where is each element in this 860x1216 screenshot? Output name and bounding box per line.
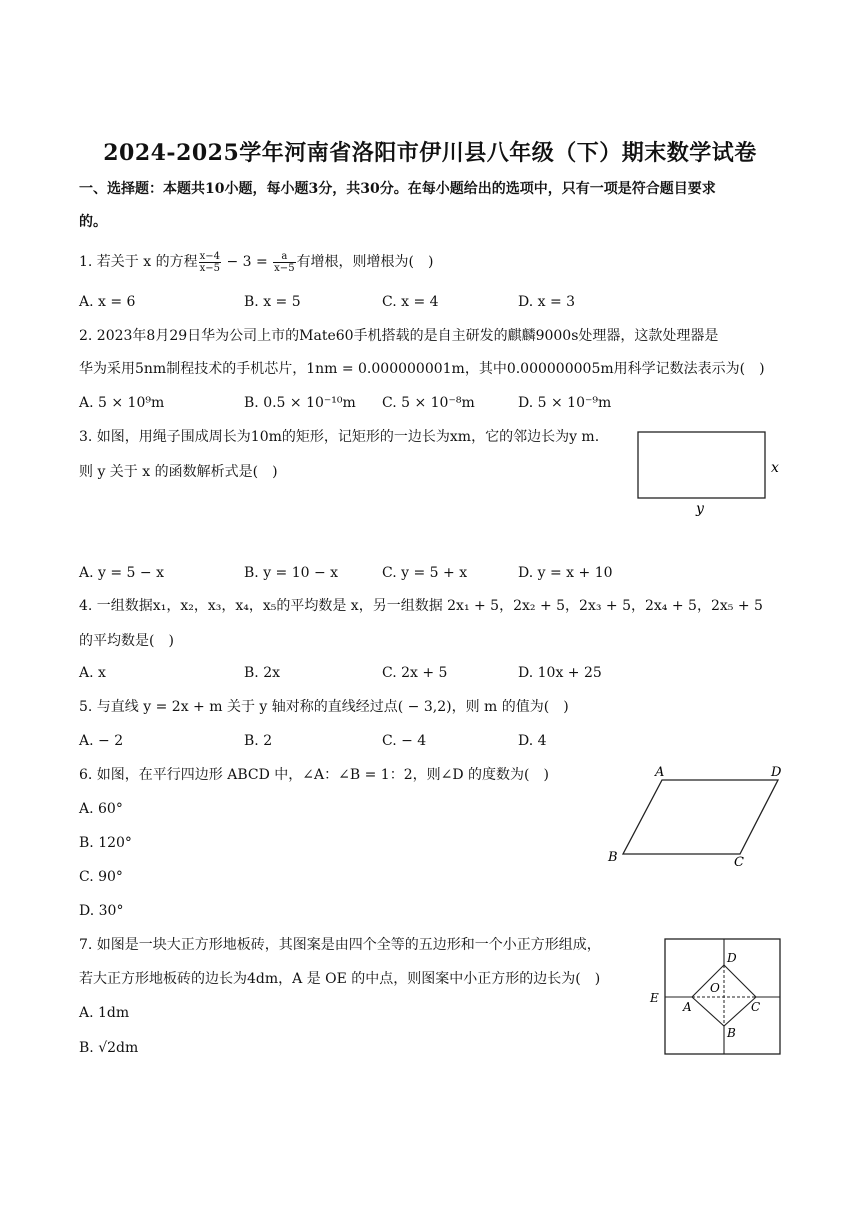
q6-fig-label-a: A — [655, 765, 665, 780]
q2-option-d[interactable]: D. 5 × 10⁻⁹m — [518, 395, 612, 411]
section-heading-line2: 的。 — [79, 214, 107, 230]
q4-line2: 的平均数是( ) — [79, 633, 174, 649]
q1-frac2-den: x−5 — [274, 262, 295, 274]
q6-fig-label-c: C — [734, 855, 744, 870]
q6-option-c[interactable]: C. 90° — [79, 869, 123, 885]
q1-pre: 1. 若关于 x 的方程 — [79, 254, 198, 270]
q2-option-c[interactable]: C. 5 × 10⁻⁸m — [382, 395, 475, 411]
q7-line1: 7. 如图是一块大正方形地板砖，其图案是由四个全等的五边形和一个小正方形组成， — [79, 937, 601, 953]
q5-option-c[interactable]: C. − 4 — [382, 733, 427, 749]
q7-tile-figure — [645, 934, 790, 1060]
q4-option-a[interactable]: A. x — [79, 665, 106, 681]
q6-fig-label-b: B — [608, 850, 618, 865]
q5-option-b[interactable]: B. 2 — [244, 733, 273, 749]
q7-option-a[interactable]: A. 1dm — [79, 1005, 130, 1021]
q3-line2: 则 y 关于 x 的函数解析式是( ) — [79, 464, 278, 480]
q3-fig-label-y: y — [696, 501, 704, 517]
q7-fig-label-a: A — [683, 1000, 692, 1014]
q1-mid: − 3 = — [222, 254, 273, 270]
q1-frac2-num: a — [273, 251, 295, 263]
q2-option-b[interactable]: B. 0.5 × 10⁻¹⁰m — [244, 395, 356, 411]
q5-option-d[interactable]: D. 4 — [518, 733, 547, 749]
q1-option-d[interactable]: D. x = 3 — [518, 294, 576, 310]
q6-line1: 6. 如图，在平行四边形 ABCD 中，∠A：∠B = 1：2，则∠D 的度数为( ) — [79, 767, 549, 783]
q1-fraction-1 — [199, 251, 221, 274]
q7-fig-label-e: E — [650, 991, 659, 1005]
page-title: 2024-2025学年河南省洛阳市伊川县八年级（下）期末数学试卷 — [103, 140, 757, 166]
q4-line1: 4. 一组数据x₁，x₂，x₃，x₄，x₅的平均数是 x，另一组数据 2x₁ + 5，2x₂ + 5，2x₃ + 5，2x₄ + 5，2x₅ + 5 — [79, 598, 763, 614]
q2-line1: 2. 2023年8月29日华为公司上市的Mate60手机搭载的是自主研发的麒麟9000s处理器，这款处理器是 — [79, 328, 719, 344]
q3-option-d[interactable]: D. y = x + 10 — [518, 565, 613, 581]
q1-stem — [79, 249, 434, 275]
q3-rectangle-figure — [630, 426, 790, 520]
q1-frac1-den: x−5 — [199, 262, 220, 274]
q7-option-b[interactable]: B. √2dm — [79, 1040, 139, 1056]
q6-option-a[interactable]: A. 60° — [79, 801, 123, 817]
q7-fig-label-b: B — [727, 1026, 736, 1040]
q7-fig-label-c: C — [751, 1000, 761, 1014]
q6-fig-label-d: D — [771, 765, 782, 780]
q1-post: 有增根，则增根为( ) — [296, 254, 434, 270]
q4-option-d[interactable]: D. 10x + 25 — [518, 665, 602, 681]
q1-option-a[interactable]: A. x = 6 — [79, 294, 136, 310]
q3-option-c[interactable]: C. y = 5 + x — [382, 565, 468, 581]
q2-option-a[interactable]: A. 5 × 10⁹m — [79, 395, 165, 411]
q7-line2: 若大正方形地板砖的边长为4dm，A 是 OE 的中点，则图案中小正方形的边长为( ) — [79, 971, 601, 987]
q3-line1: 3. 如图，用绳子围成周长为10m的矩形，记矩形的一边长为xm，它的邻边长为y m. — [79, 429, 600, 445]
q7-fig-label-o: O — [710, 981, 720, 995]
q6-option-d[interactable]: D. 30° — [79, 903, 124, 919]
q3-option-a[interactable]: A. y = 5 − x — [79, 565, 164, 581]
q6-option-b[interactable]: B. 120° — [79, 835, 132, 851]
q3-option-b[interactable]: B. y = 10 − x — [244, 565, 339, 581]
q6-parallelogram-figure — [600, 760, 790, 872]
q5-line1: 5. 与直线 y = 2x + m 关于 y 轴对称的直线经过点( − 3,2)，则 m 的值为( ) — [79, 699, 569, 715]
q4-option-b[interactable]: B. 2x — [244, 665, 280, 681]
q3-fig-label-x: x — [771, 460, 779, 476]
q2-line2: 华为采用5nm制程技术的手机芯片，1nm = 0.000000001m，其中0.000000005m用科学记数法表示为( ) — [79, 361, 765, 377]
q7-fig-label-d: D — [727, 951, 737, 965]
q1-frac1-num: x−4 — [199, 250, 220, 262]
q4-option-c[interactable]: C. 2x + 5 — [382, 665, 448, 681]
section-heading-line1: 一、选择题：本题共10小题，每小题3分，共30分。在每小题给出的选项中，只有一项是符合题目要求 — [79, 181, 716, 197]
q1-fraction-2 — [273, 251, 295, 274]
q5-option-a[interactable]: A. − 2 — [79, 733, 124, 749]
q1-option-c[interactable]: C. x = 4 — [382, 294, 439, 310]
q1-option-b[interactable]: B. x = 5 — [244, 294, 301, 310]
